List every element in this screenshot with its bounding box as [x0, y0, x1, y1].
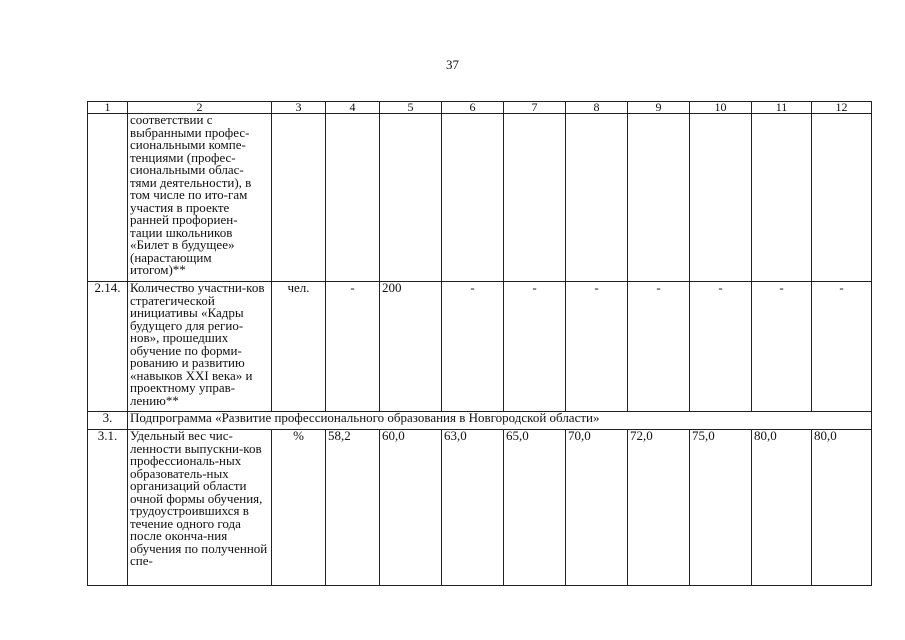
value-cell	[690, 114, 752, 282]
value-cell	[326, 114, 380, 282]
value-cell: 63,0	[442, 430, 504, 586]
value-cell: -	[752, 282, 812, 412]
value-cell	[504, 114, 566, 282]
value-cell: -	[812, 282, 872, 412]
value-cell: 60,0	[380, 430, 442, 586]
value-cell	[812, 114, 872, 282]
value-cell: 58,2	[326, 430, 380, 586]
col-header: 11	[752, 102, 812, 114]
value-cell: 80,0	[812, 430, 872, 586]
indicator-name: Удельный вес чис-ленности выпускни-ков профессиональ-ных образователь-ных организаций области очной формы обучения, трудоустроившихся в течение одного года после оконча-ния обучения по полученной спе-	[128, 430, 272, 586]
section-row	[88, 412, 872, 430]
value-cell: 65,0	[504, 430, 566, 586]
value-cell: 72,0	[628, 430, 690, 586]
table-row	[88, 430, 872, 586]
unit-cell	[272, 114, 326, 282]
col-header: 3	[272, 102, 326, 114]
col-header: 10	[690, 102, 752, 114]
value-cell: -	[504, 282, 566, 412]
row-number: 3.1.	[88, 430, 128, 586]
value-cell: 80,0	[752, 430, 812, 586]
col-header: 8	[566, 102, 628, 114]
subprogram-title: Подпрограмма «Развитие профессионального образования в Новгородской области»	[128, 412, 872, 430]
value-cell	[752, 114, 812, 282]
col-header: 5	[380, 102, 442, 114]
table-row	[88, 282, 872, 412]
value-cell	[380, 114, 442, 282]
indicator-table	[87, 101, 872, 586]
value-cell: 70,0	[566, 430, 628, 586]
col-header: 7	[504, 102, 566, 114]
page-number: 37	[446, 57, 459, 72]
col-header: 9	[628, 102, 690, 114]
col-header: 1	[88, 102, 128, 114]
value-cell: -	[326, 282, 380, 412]
col-header: 2	[128, 102, 272, 114]
col-header: 6	[442, 102, 504, 114]
unit-cell: чел.	[272, 282, 326, 412]
col-header: 4	[326, 102, 380, 114]
value-cell: -	[566, 282, 628, 412]
row-number	[88, 114, 128, 282]
value-cell: -	[628, 282, 690, 412]
value-cell: -	[690, 282, 752, 412]
value-cell: -	[442, 282, 504, 412]
row-number: 3.	[88, 412, 128, 430]
table-row	[88, 114, 872, 282]
value-cell	[442, 114, 504, 282]
unit-cell: %	[272, 430, 326, 586]
value-cell: 75,0	[690, 430, 752, 586]
value-cell	[628, 114, 690, 282]
indicator-name: Количество участни-ков стратегической инициативы «Кадры будущего для регио-нов», прошедших обучение по форми-рованию и развитию «навыков XXI века» и проектному управ-лению**	[128, 282, 272, 412]
row-number: 2.14.	[88, 282, 128, 412]
value-cell: 200	[380, 282, 442, 412]
value-cell	[566, 114, 628, 282]
indicator-name: соответствии с выбранными профес-сиональными компе-тенциями (профес-сиональными облас-тями деятельности), в том числе по ито-гам участия в проекте ранней профориен-тации школьников «Билет в будущее» (нарастающим итогом)**	[128, 114, 272, 282]
column-number-row	[88, 102, 872, 114]
col-header: 12	[812, 102, 872, 114]
